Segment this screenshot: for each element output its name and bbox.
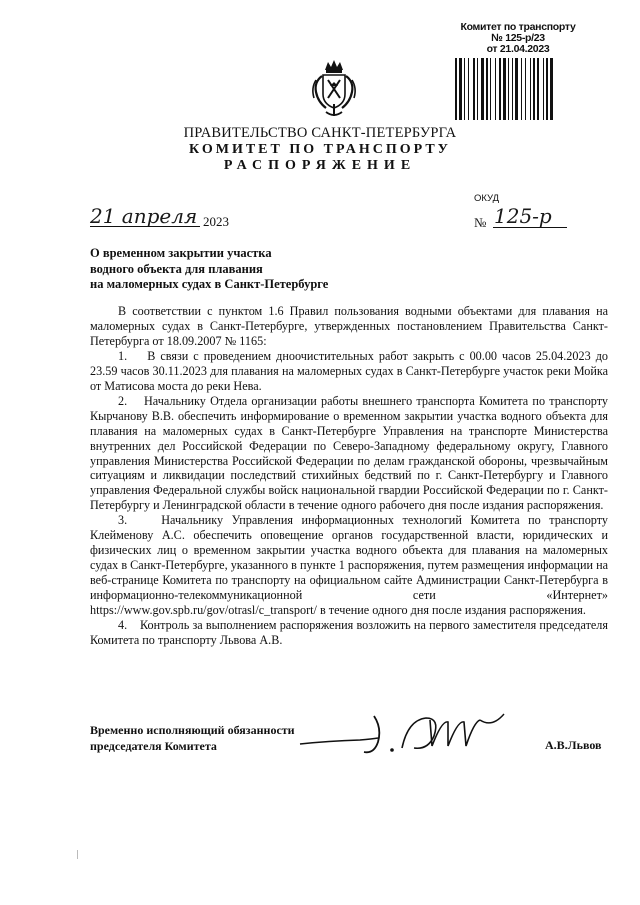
barcode-bar	[473, 58, 475, 120]
date-underline	[90, 226, 200, 227]
document-body	[90, 304, 608, 648]
barcode-bar	[537, 58, 539, 120]
document-type: РАСПОРЯЖЕНИЕ	[223, 158, 417, 173]
barcode-bar	[533, 58, 535, 120]
stamp-number: № 125-р/23	[491, 32, 545, 44]
barcode-bar	[455, 58, 457, 120]
signatory-title-line: Временно исполняющий обязанности	[90, 723, 295, 737]
barcode-bar	[530, 58, 531, 120]
subject-line: на маломерных судах в Санкт-Петербурге	[90, 277, 329, 291]
barcode-bar	[503, 58, 506, 120]
barcode-bar	[486, 58, 488, 120]
barcode-bar	[515, 58, 518, 120]
barcode-bar	[495, 58, 496, 120]
barcode-bar	[525, 58, 526, 120]
barcode-bar	[543, 58, 544, 120]
stamp-committee: Комитет по транспорту	[460, 21, 576, 33]
government-title: ПРАВИТЕЛЬСТВО САНКТ-ПЕТЕРБУРГА	[183, 125, 457, 141]
okud-label: ОКУД	[474, 193, 500, 204]
barcode-bar	[468, 58, 469, 120]
barcode-bar	[459, 58, 462, 120]
clause-4: 4. Контроль за выполнением распоряжения возложить на первого заместителя председателя Комитета по транспорту Львова А.В.	[90, 618, 608, 647]
barcode-bar	[521, 58, 522, 120]
barcode-bar	[512, 58, 513, 120]
barcode-bar	[490, 58, 491, 120]
handwritten-signature	[298, 708, 536, 760]
registration-stamp	[438, 22, 598, 55]
date-year: 2023	[203, 214, 229, 229]
barcode-bar	[477, 58, 478, 120]
stamp-date: от 21.04.2023	[486, 43, 550, 55]
barcode-bar	[481, 58, 484, 120]
number-sign: №	[474, 215, 487, 230]
subject-line: О временном закрытии участка	[90, 246, 272, 260]
barcode-bar	[546, 58, 548, 120]
signatory-name: А.В.Львов	[545, 738, 602, 752]
document-subject	[90, 246, 390, 293]
barcode-bar	[464, 58, 465, 120]
barcode	[455, 58, 585, 120]
subject-line: водного объекта для плавания	[90, 261, 263, 276]
coat-of-arms-emblem	[308, 58, 360, 120]
handwritten-number: 125-р	[494, 204, 552, 228]
barcode-bar	[550, 58, 553, 120]
signatory-title-line: председателя Комитета	[90, 738, 217, 753]
committee-title: КОМИТЕТ ПО ТРАНСПОРТУ	[189, 142, 451, 157]
margin-mark	[77, 850, 78, 859]
signatory-title	[90, 723, 330, 754]
number-underline	[493, 227, 567, 228]
handwritten-date: 21 апреля	[90, 204, 198, 228]
barcode-bar	[499, 58, 501, 120]
barcode-bar	[508, 58, 509, 120]
clause-2: 2. Начальнику Отдела организации работы внешнего транспорта Комитета по транспорту Кырчанову В.В. обеспечить информирование о временном закрытии участка водного объекта для плавания на маломерных судах в Санкт-Петербурге Управления на транспорте Министерства внутренних дел Российской Федерации по Северо-Западному федеральному округу, Главного управления Министерства Российской Федерации по делам гражданской обороны, чрезвычайным ситуациям и ликвидации последствий стихийных бедствий по г. Санкт-Петербургу и Главного управления Федеральной службы войск национальной гвардии Российской Федерации по г. Санкт-Петербургу и Ленинградской области в течение одного рабочего дня после издания распоряжения.	[90, 393, 608, 513]
preamble-paragraph: В соответствии с пунктом 1.6 Правил пользования водными объектами для плавания на маломерных судах в Санкт-Петербурге, утвержденных постановлением Правительства Санкт-Петербурга от 18.09.2007 № 1165:	[90, 304, 608, 348]
clause-1: 1. В связи с проведением дноочистительных работ закрыть с 00.00 часов 25.04.2023 до 23.59 часов 30.11.2023 для плавания на маломерных судах в Санкт-Петербурге участок реки Мойка от Матисова моста до реки Нева.	[90, 348, 608, 393]
clause-3: 3. Начальнику Управления информационных технологий Комитета по транспорту Клейменову А.С. обеспечить оповещение органов государственной власти, юридических и физических лиц о временном закрытии участка водного объекта для плавания на маломерных судах в Санкт-Петербурге, указанного в пункте 1 распоряжения, путем размещения информации на веб-странице Комитета по транспорту на официальном сайте Администрации Санкт-Петербурга в информационно-телекоммуникационной сети «Интернет» https://www.gov.spb.ru/gov/otrasl/c_transport/ в течение одного дня после издания распоряжения.	[90, 513, 608, 618]
